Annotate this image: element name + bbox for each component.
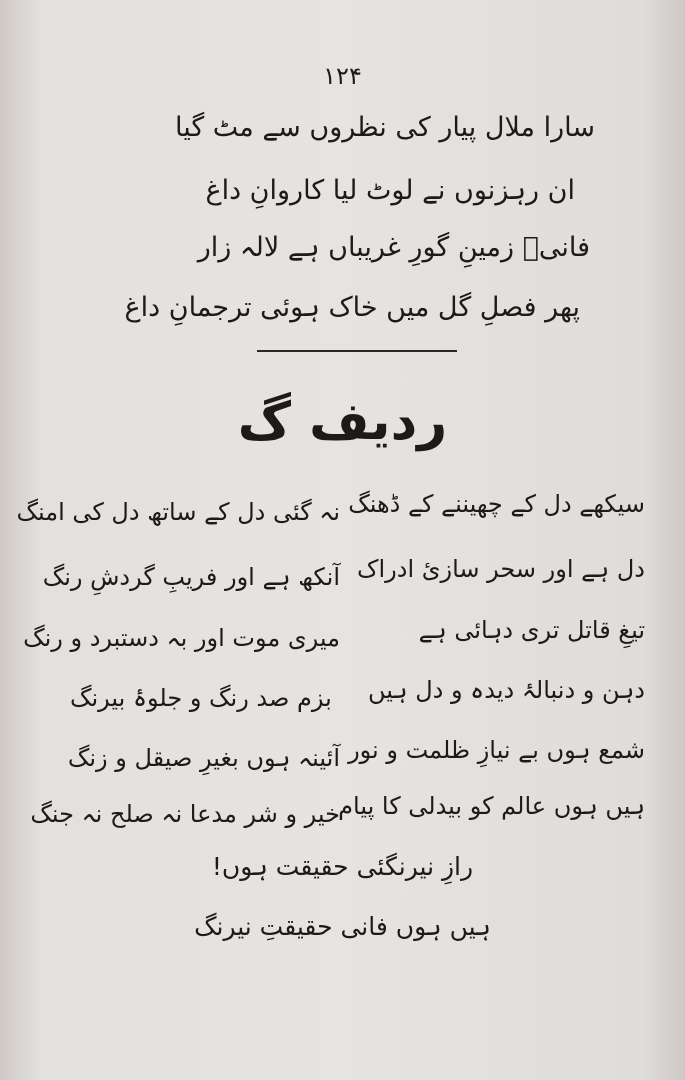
couplet-2-right: دل ہے اور سحر سازئ ادراک — [357, 555, 645, 583]
couplet-1-right: سیکھے دل کے چھیننے کے ڈھنگ — [348, 490, 645, 518]
couplet-3-left: میری موت اور بہ دستبرد و رنگ — [23, 624, 340, 652]
closing-line-2: ہیں ہوں فانی حقیقتِ نیرنگ — [194, 912, 491, 941]
couplet-6-left: خیر و شر مدعا نہ صلح نہ جنگ — [30, 800, 340, 828]
couplet-2-left: آنکھ ہے اور فریبِ گردشِ رنگ — [42, 563, 340, 591]
couplet-3-right: تیغِ قاتل تری دہائی ہے — [418, 616, 645, 644]
couplet-4-left: بزم صد رنگ و جلوۂ بیرنگ — [70, 684, 332, 712]
couplet-4-right: دہن و دنبالۂ دیدہ و دل ہیں — [368, 676, 645, 704]
couplet-1-left: نہ گئی دل کے ساتھ دل کی امنگ — [16, 498, 340, 526]
closing-line-1: رازِ نیرنگئی حقیقت ہوں! — [211, 852, 474, 881]
section-divider — [257, 350, 457, 352]
verse-line-2: ان رہزنوں نے لوٹ لیا کاروانِ داغ — [205, 175, 575, 206]
section-heading: ردیف گ — [237, 392, 448, 452]
page-number: ۱۲۴ — [323, 62, 362, 90]
verse-line-3: فانیؔ زمینِ گورِ غریباں ہے لالہ زار — [197, 232, 590, 263]
couplet-5-right: شمع ہوں بے نیازِ ظلمت و نور — [348, 736, 645, 764]
couplet-5-left: آئینہ ہوں بغیرِ صیقل و زنگ — [67, 744, 340, 772]
couplet-6-right: ہیں ہوں عالم کو بیدلی کا پیام — [338, 792, 645, 820]
verse-line-1: سارا ملال پیار کی نظروں سے مٹ گیا — [174, 112, 595, 143]
verse-line-4: پھر فصلِ گل میں خاک ہوئی ترجمانِ داغ — [124, 292, 580, 323]
